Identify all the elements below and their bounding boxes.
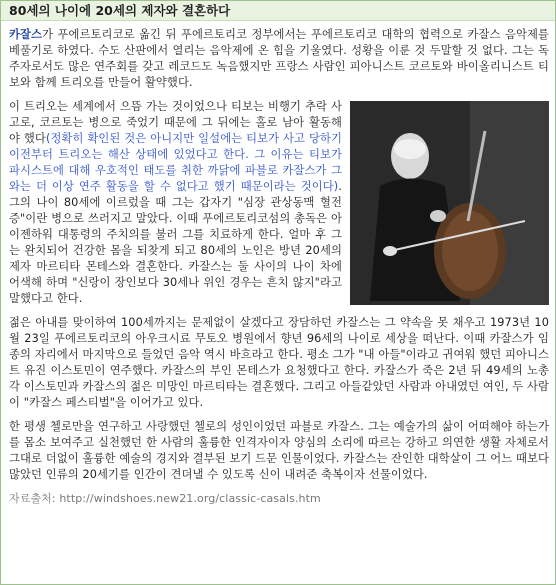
source-label: 자료출처: [9, 492, 56, 505]
article-body [9, 27, 549, 507]
casals-photo [350, 101, 549, 305]
paragraph-1-text: 가 푸에르토리코로 옮긴 뒤 푸에르토리코 정부에서는 푸에르토리코 대학의 협력으로 카잘스 음악제를 베풀기로 하였다. 수도 산판에서 열리는 음악제에 온 힘을 기울였다. 성황을 이룬 것 두말할 것 없다. 그는 독주자로서도 많은 연주회를 갖고 레코드도 녹음했지만 프랑스 사람인 피아니스트 코르토와 바이올리니스트 티보와 함께 트리오를 만들어 활약했다. [9, 28, 549, 89]
paragraph-1 [9, 27, 549, 91]
paragraph-2-text-b: . 그의 나이 80세에 이르렀을 때 그는 갑자기 "심장 관상동맥 혈전증"이란 병으로 쓰러지고 말았다. 이때 푸에르토리코섬의 총독은 아이젠하워 대통령의 주치의를 불러 그를 치료하게 한다. 얼마 후 그는 완치되어 건강한 몸을 되찾게 되고 80세의 노인은 방년 20세의 제자 마르티타 몬테스와 결혼한다. 카잘스는 둘 사이의 나이 차에 어색해 하며 "신랑이 장인보다 30세나 위인 경우는 흔치 않지"라고 말했다고 한다. [9, 180, 342, 305]
source-line [9, 491, 549, 507]
highlight-name: 카잘스 [9, 28, 43, 41]
article-title: 80세의 나이에 20세의 제자와 결혼하다 [1, 1, 555, 21]
paragraph-4: 한 평생 첼로만을 연구하고 사랑했던 첼로의 성인이었던 파블로 카잘스. 그는 예술가의 삶이 어떠해야 하는가를 몸소 보여주고 실천했던 한 사람의 훌륭한 인격자이자 양심의 소리에 따르는 강하고 의연한 생활 자체로서 그대로 더없이 훌륭한 예술의 경지와 결부된 보기 드문 인물이었다. 카잘스는 잔인한 대학살이 그 어느 때보다 많았던 인류의 20세기를 인간이 견뎌낼 수 있도록 신이 내려준 축복이자 선물이었다. [9, 420, 549, 481]
paragraph-2-text-a: 이 트리오는 세계에서 으뜸 가는 것이었으나 티보는 비행기 추락 사고로, 코르토는 병으로 죽었기 때문에 그 뒤에는 홀로 남아 활동해야 했다 [9, 100, 342, 145]
paragraph-2-note: (정확히 확인된 것은 아니지만 일설에는 티보가 사고 당하기 이전부터 트리오는 해산 상태에 있었다고 한다. 그 이유는 티보가 파시스트에 대해 우호적인 태도를 취한 까닭에 파블로 카잘스가 그와는 더 이상 연주 활동을 할 수 없다고 했기 때문이라는 것이다) [9, 132, 342, 193]
source-link[interactable]: http://windshoes.new21.org/classic-casals.htm [59, 492, 321, 505]
paragraph-3: 젊은 아내를 맞이하여 100세까지는 문제없이 살겠다고 장담하던 카잘스는 그 약속을 못 채우고 1973년 10월 23일 푸에르토리코의 아우크시료 무토오 병원에서 향년 96세의 나이로 세상을 떠난다. 이때 카잘스가 임종의 자리에서 마지막으로 들었던 음악 역시 바흐라고 한다. 평소 그가 "내 아들"이라고 귀여워 했던 피아니스트 유진 이스토민이 연주했다. 카잘스의 부인 몬테스가 요청했다고 한다. 카잘스가 죽은 2년 뒤 49세의 노총각 이스토민과 카잘스의 젊은 미망인 마르티타는 결혼했다. 그리고 아들같았던 사람과 아내였던 여인, 두 사람이 "카잘스 페스티벌"을 이어가고 있다. [9, 316, 549, 409]
